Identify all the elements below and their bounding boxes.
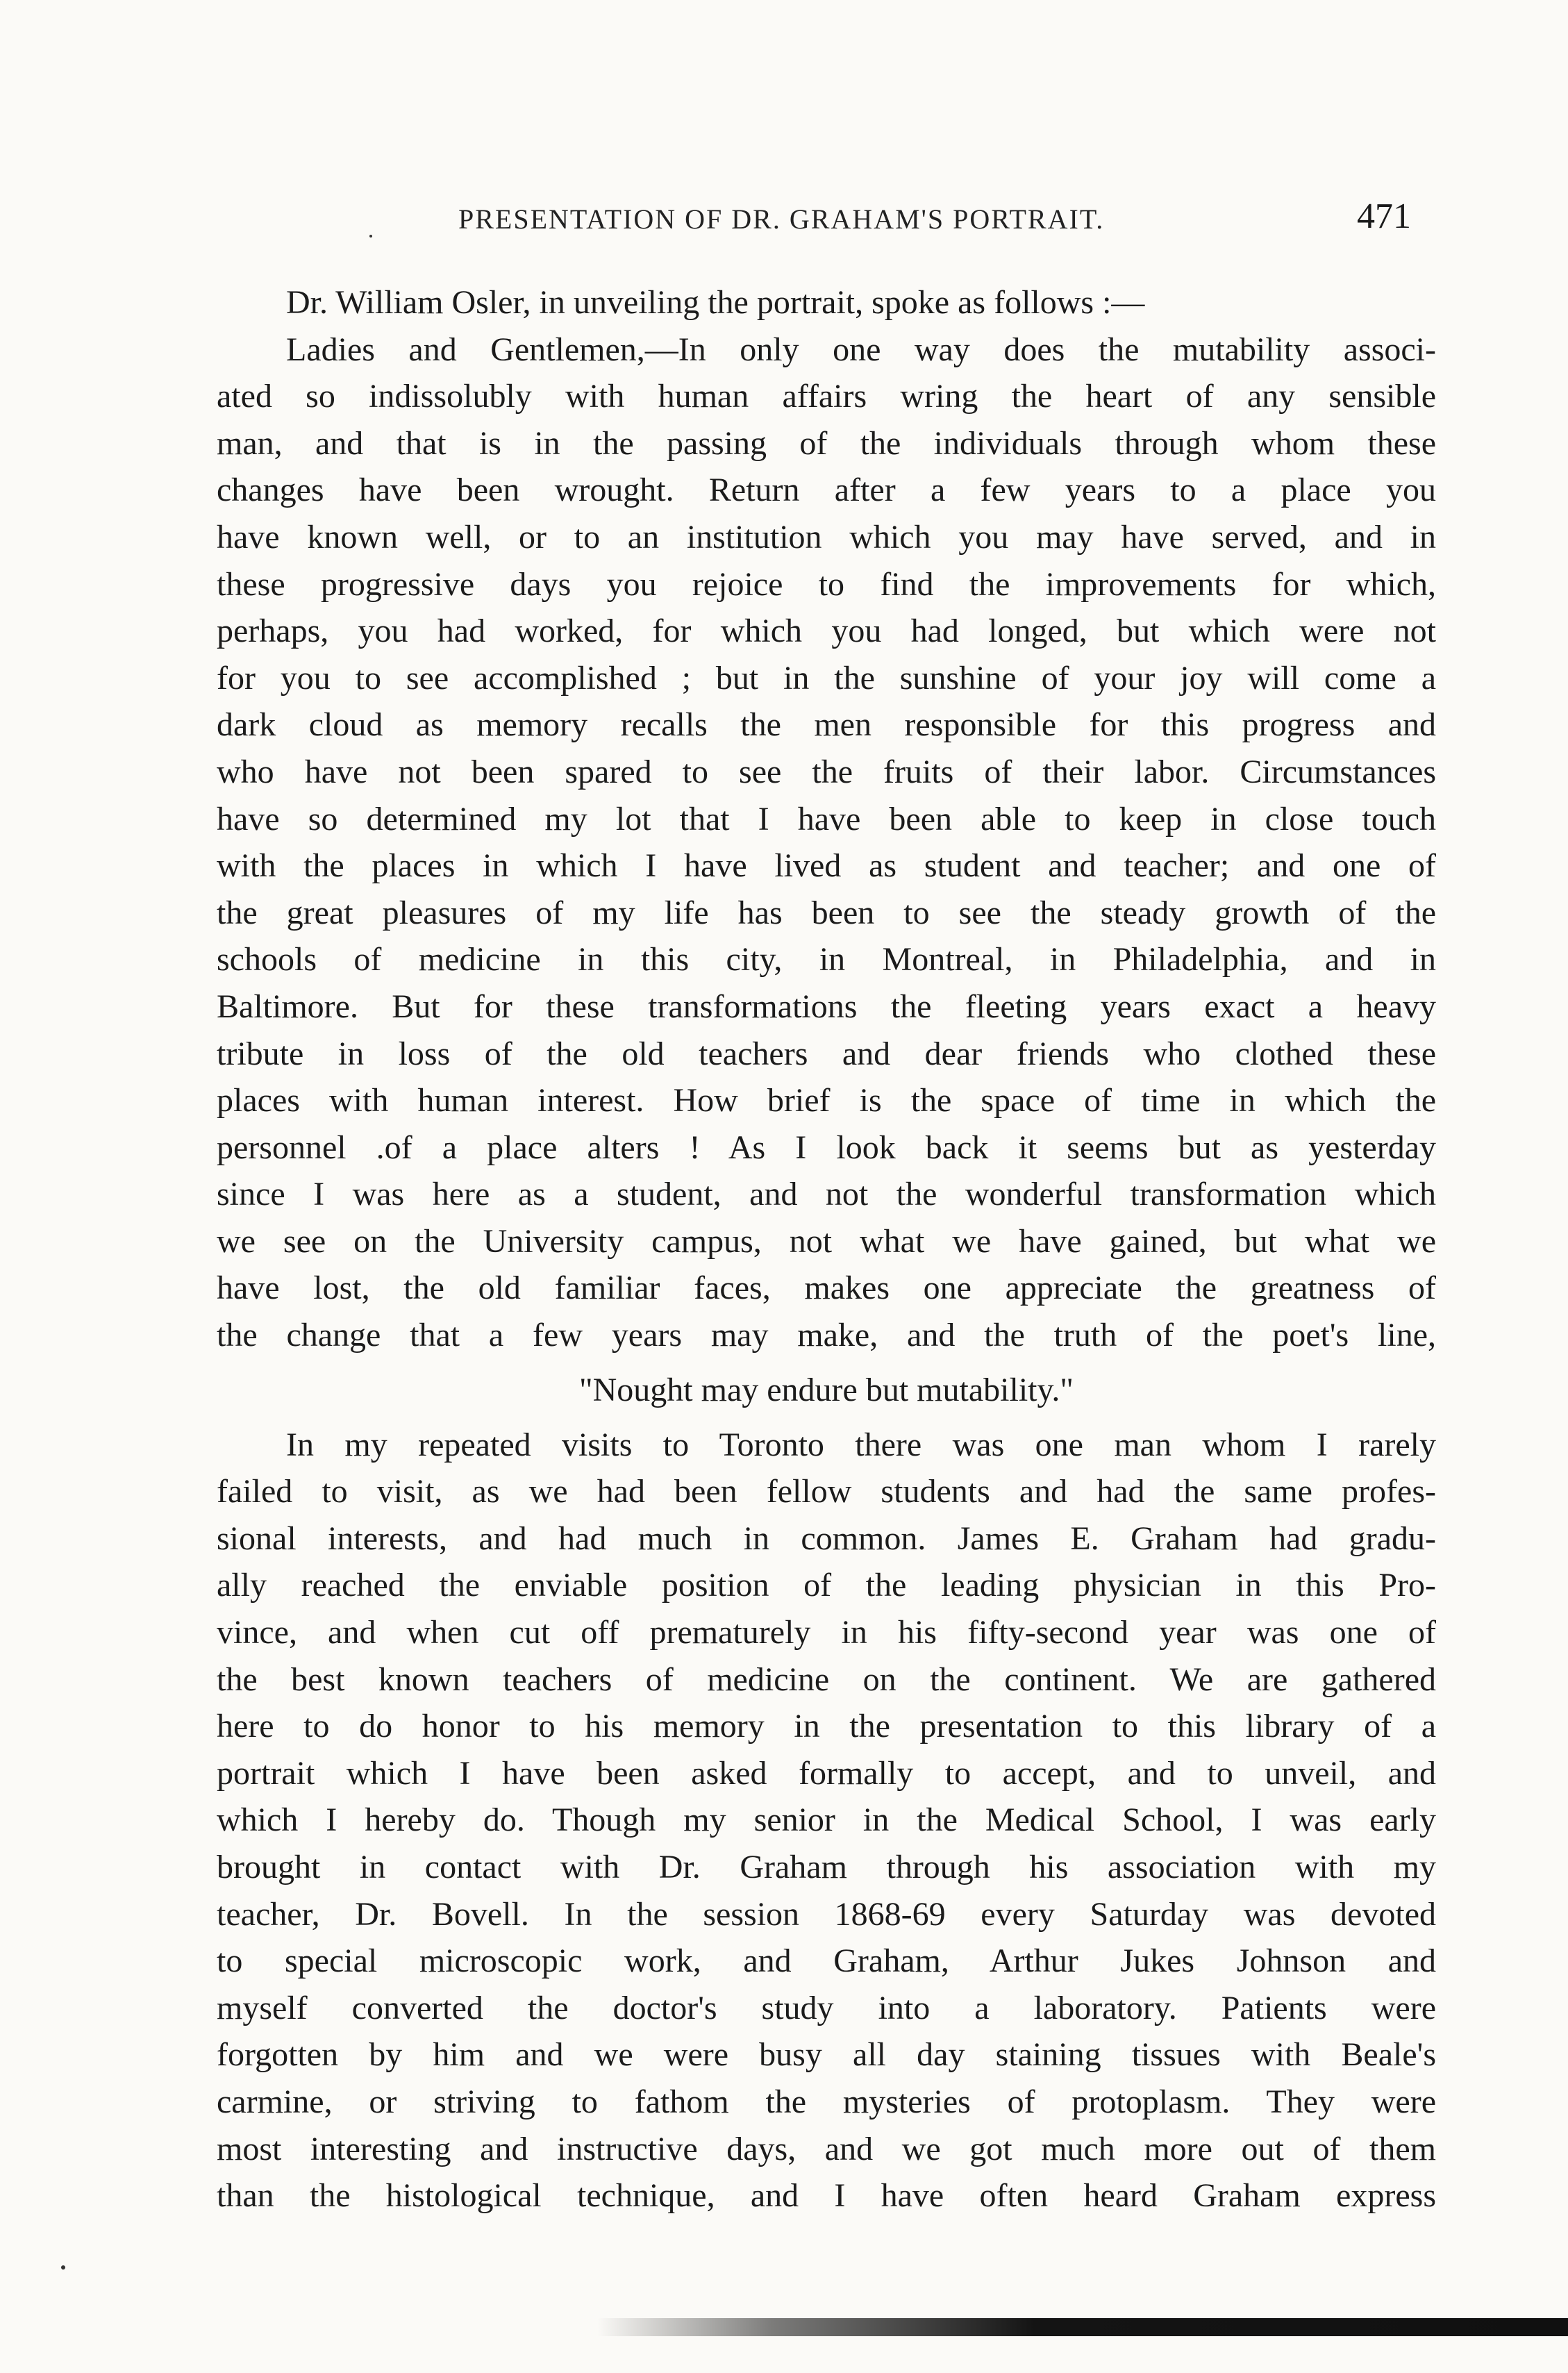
text-line: vince, and when cut off prematurely in his fifty-second year was one of <box>217 1614 1436 1651</box>
text-line: failed to visit, as we had been fellow students and had the same profes- <box>217 1473 1436 1510</box>
text-line: for you to see accomplished ; but in the sunshine of your joy will come a <box>217 659 1436 697</box>
poet-quote: "Nought may endure but mutability." <box>579 1371 1074 1408</box>
running-head: PRESENTATION OF DR. GRAHAM'S PORTRAIT. <box>458 203 1105 235</box>
text-line: dark cloud as memory recalls the men responsible for this progress and <box>217 706 1436 744</box>
text-line: than the histological technique, and I have often heard Graham express <box>217 2177 1436 2215</box>
text-line: which I hereby do. Though my senior in the Medical School, I was early <box>217 1801 1436 1839</box>
scan-speck <box>61 2265 65 2270</box>
text-line: personnel .of a place alters ! As I look back it seems but as yesterday <box>217 1129 1436 1166</box>
text-line: with the places in which I have lived as student and teacher; and one of <box>217 847 1436 885</box>
text-line: places with human interest. How brief is the space of time in which the <box>217 1082 1436 1119</box>
text-line: teacher, Dr. Bovell. In the session 1868-69 every Saturday was devoted <box>217 1895 1436 1933</box>
scan-speck <box>369 235 372 238</box>
text-line: perhaps, you had worked, for which you had longed, but which were not <box>217 613 1436 650</box>
text-line: man, and that is in the passing of the individuals through whom these <box>217 424 1436 462</box>
text-line: have lost, the old familiar faces, makes one appreciate the greatness of <box>217 1269 1436 1307</box>
text-line: tribute in loss of the old teachers and dear friends who clothed these <box>217 1035 1436 1072</box>
text-line: these progressive days you rejoice to find the improvements for which, <box>217 565 1436 603</box>
text-line: portrait which I have been asked formally to accept, and to unveil, and <box>217 1754 1436 1792</box>
text-line: most interesting and instructive days, and we got much more out of them <box>217 2130 1436 2167</box>
text-line: brought in contact with Dr. Graham through his association with my <box>217 1849 1436 1885</box>
text-line: sional interests, and had much in common. James E. Graham had gradu- <box>217 1519 1436 1557</box>
body-text <box>217 279 1436 2220</box>
text-line: In my repeated visits to Toronto there was one man whom I rarely <box>286 1426 1436 1463</box>
text-line: the change that a few years may make, and the truth of the poet's line, <box>217 1317 1436 1354</box>
text-line: the great pleasures of my life has been to see the steady growth of the <box>217 894 1436 931</box>
text-line: carmine, or striving to fathom the mysteries of protoplasm. They were <box>217 2083 1436 2120</box>
text-line: have known well, or to an institution which you may have served, and in <box>217 518 1436 556</box>
scan-edge-artifact <box>597 2318 1568 2336</box>
text-line: to special microscopic work, and Graham, Arthur Jukes Johnson and <box>217 1942 1436 1980</box>
text-line: have so determined my lot that I have been able to keep in close touch <box>217 800 1436 838</box>
text-line: schools of medicine in this city, in Montreal, in Philadelphia, and in <box>217 941 1436 979</box>
text-line: myself converted the doctor's study into a laboratory. Patients were <box>217 1989 1436 2026</box>
text-line: the best known teachers of medicine on the continent. We are gathered <box>217 1660 1436 1698</box>
text-line: here to do honor to his memory in the presentation to this library of a <box>217 1708 1436 1745</box>
text-line: who have not been spared to see the fruits of their labor. Circumstances <box>217 753 1436 790</box>
text-line: Ladies and Gentlemen,—In only one way does the mutability associ- <box>286 331 1436 368</box>
text-line: ally reached the enviable position of the leading physician in this Pro- <box>217 1567 1436 1604</box>
text-line: changes have been wrought. Return after a few years to a place you <box>217 472 1436 509</box>
text-line: since I was here as a student, and not the wonderful transformation which <box>217 1176 1436 1213</box>
text-line: we see on the University campus, not what we have gained, but what we <box>217 1222 1436 1260</box>
text-line: Dr. William Osler, in unveiling the portrait, spoke as follows :— <box>286 284 1145 321</box>
text-line: Baltimore. But for these transformations the fleeting years exact a heavy <box>217 988 1436 1025</box>
page-number: 471 <box>1357 197 1411 236</box>
text-line: forgotten by him and we were busy all day staining tissues with Beale's <box>217 2036 1436 2074</box>
text-line: ated so indissolubly with human affairs wring the heart of any sensible <box>217 378 1436 415</box>
